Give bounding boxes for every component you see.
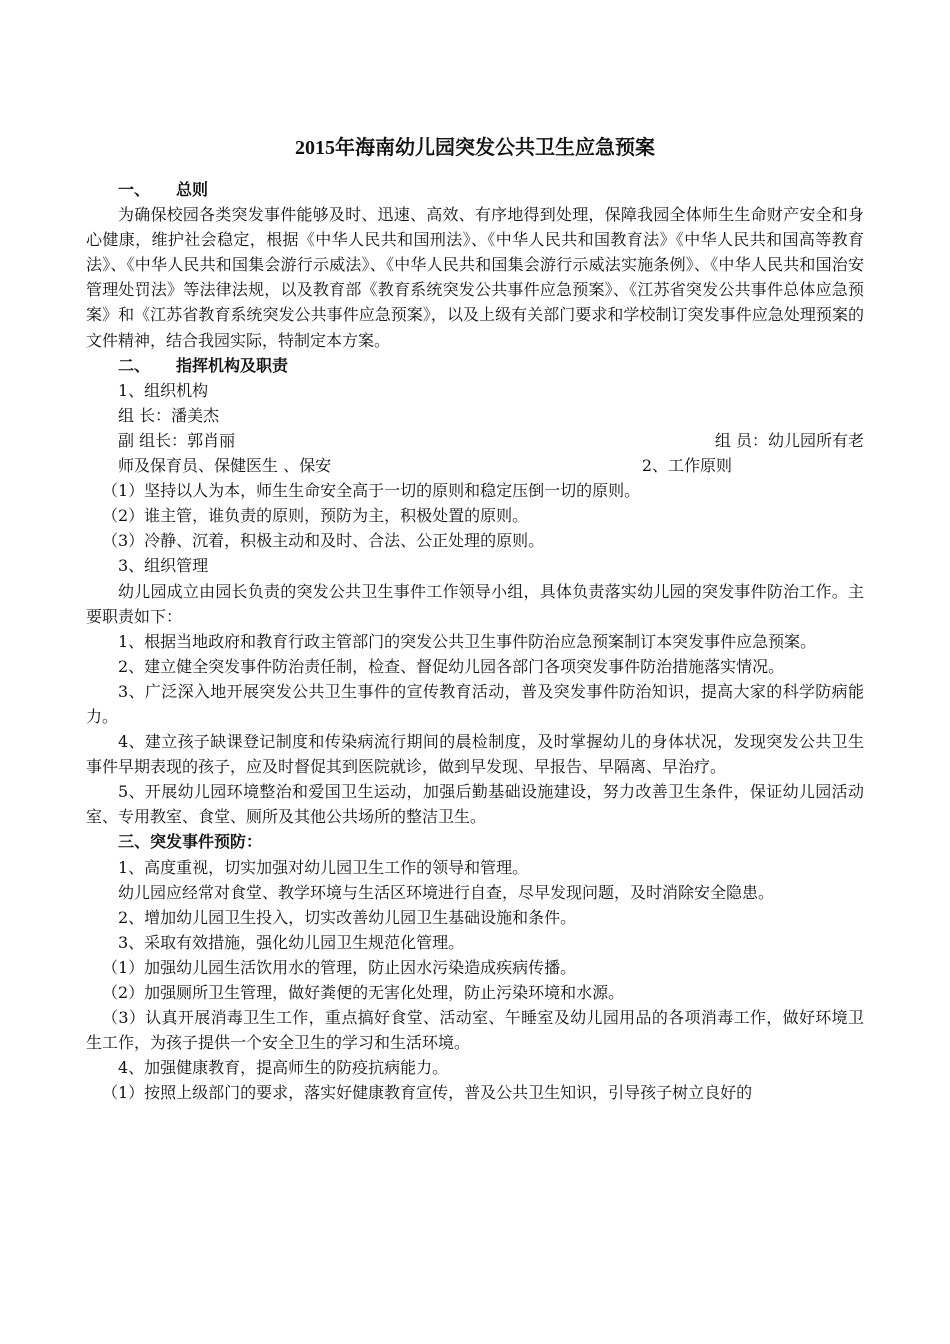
principle-3: （3）冷静、沉着，积极主动和及时、合法、公正处理的原则。 xyxy=(102,531,545,551)
prevention-3: 3、采取有效措施，强化幼儿园卫生规范化管理。 xyxy=(118,932,465,952)
prevention-3-item-2: （2）加强厕所卫生管理，做好粪便的无害化处理，防止污染环境和水源。 xyxy=(102,983,625,1002)
duty-2: 2、建立健全突发事件防治责任制，检查、督促幼儿园各部门各项突发事件防治措施落实情况。 xyxy=(118,656,785,676)
members-part-b: 师及保育员、保健医生 、保安 xyxy=(118,456,332,476)
section-1-title: 总则 xyxy=(176,180,209,199)
principle-1: （1）坚持以人为本，师生生命安全高于一切的原则和稳定压倒一切的原则。 xyxy=(102,481,641,501)
duty-4: 4、建立孩子缺课登记制度和传染病流行期间的晨检制度，及时掌握幼儿的身体状况，发现突发公共卫生事件早期表现的孩子，应及时督促其到医院就诊，做到早发现、早报告、早隔离、早治疗。 xyxy=(86,732,864,777)
vice-leader-line xyxy=(86,428,864,453)
section-2-number: 二、 xyxy=(118,355,151,375)
duty-1: 1、根据当地政府和教育行政主管部门的突发公共卫生事件防治应急预案制订本突发事件应急预案。 xyxy=(118,631,817,651)
section-2-title: 指挥机构及职责 xyxy=(176,355,289,375)
work-principle-heading: 2、工作原则 xyxy=(641,456,732,476)
members-part-a: 组 员：幼儿园所有老 xyxy=(714,430,864,450)
section-1-number: 一、 xyxy=(118,180,151,199)
prevention-1: 1、高度重视，切实加强对幼儿园卫生工作的领导和管理。 xyxy=(118,857,529,877)
members-line xyxy=(86,453,864,478)
section-2-heading xyxy=(86,353,864,378)
section-3-heading: 三、突发事件预防： xyxy=(118,832,263,852)
vice-leader: 副 组长：郭肖丽 xyxy=(118,430,236,450)
prevention-4: 4、加强健康教育，提高师生的防疫抗病能力。 xyxy=(118,1058,449,1078)
document-title: 2015年海南幼儿园突发公共卫生应急预案 xyxy=(295,137,655,159)
prevention-3-item-1: （1）加强幼儿园生活饮用水的管理，防止因水污染造成疾病传播。 xyxy=(102,957,577,977)
group-leader: 组 长：潘美杰 xyxy=(118,405,220,425)
duty-3: 3、广泛深入地开展突发公共卫生事件的宣传教育活动，普及突发事件防治知识，提高大家的科学防病能力。 xyxy=(86,681,864,726)
section-1-heading xyxy=(86,177,864,202)
prevention-3-item-3: （3）认真开展消毒卫生工作，重点搞好食堂、活动室、午睡室及幼儿园用品的各项消毒工作，做好环境卫生工作，为孩子提供一个安全卫生的学习和生活环境。 xyxy=(86,1008,864,1053)
org-structure-heading: 1、组织机构 xyxy=(118,380,209,400)
org-management-heading: 3、组织管理 xyxy=(118,556,209,576)
principle-2: （2）谁主管，谁负责的原则，预防为主，积极处置的原则。 xyxy=(102,506,529,526)
prevention-4-item-1: （1）按照上级部门的要求，落实好健康教育宣传，普及公共卫生知识，引导孩子树立良好的 xyxy=(102,1083,753,1103)
prevention-2: 2、增加幼儿园卫生投入，切实改善幼儿园卫生基础设施和条件。 xyxy=(118,907,577,927)
prevention-1-paragraph: 幼儿园应经常对食堂、教学环境与生活区环境进行自查，尽早发现问题，及时消除安全隐患。 xyxy=(118,882,775,902)
document-body xyxy=(86,177,864,1105)
duty-5: 5、开展幼儿园环境整治和爱国卫生运动，加强后勤基础设施建设，努力改善卫生条件，保证幼儿园活动室、专用教室、食堂、厕所及其他公共场所的整洁卫生。 xyxy=(86,782,864,827)
org-management-paragraph: 幼儿园成立由园长负责的突发公共卫生事件工作领导小组，具体负责落实幼儿园的突发事件防治工作。主要职责如下： xyxy=(86,581,864,626)
section-1-paragraph: 为确保校园各类突发事件能够及时、迅速、高效、有序地得到处理，保障我园全体师生生命财产安全和身心健康，维护社会稳定，根据《中华人民共和国刑法》、《中华人民共和国教育法》《中华人民共和国高等教育法》、《中华人民共和国集会游行示威法》、《中华人民共和国集会游行示威法实施条例》、《中华人民共和国治安管理处罚法》等法律法规，以及教育部《教育系统突发公共事件应急预案》、《江苏省突发公共事件总体应急预案》和《江苏省教育系统突发公共事件应急预案》，以及上级有关部门要求和学校制订突发事件应急处理预案的文件精神，结合我园实际，特制定本方案。 xyxy=(86,205,864,350)
